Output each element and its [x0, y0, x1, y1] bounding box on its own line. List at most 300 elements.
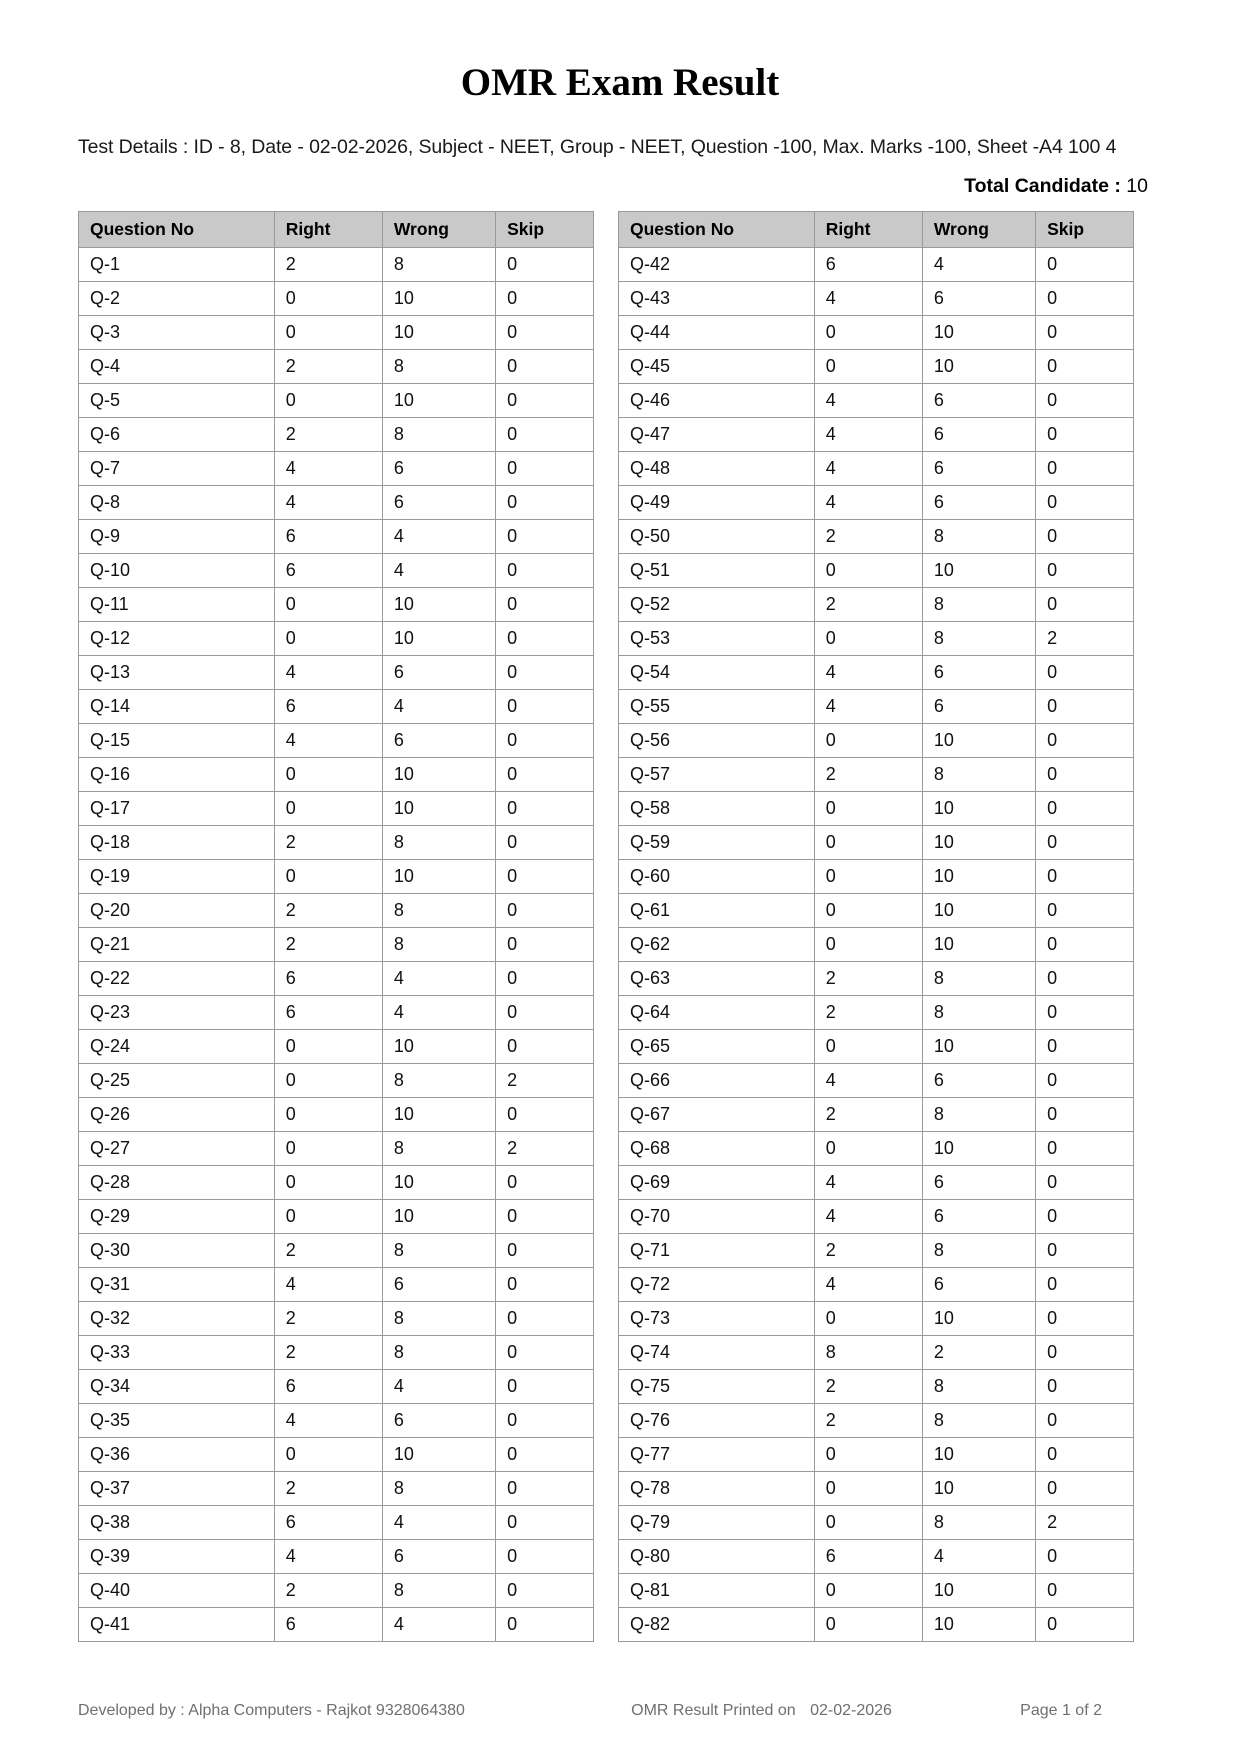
cell-wrong: 10	[922, 927, 1035, 961]
cell-question-no: Q-32	[79, 1301, 275, 1335]
table-row	[79, 893, 594, 927]
cell-wrong: 10	[382, 621, 495, 655]
table-row	[79, 655, 594, 689]
cell-right: 2	[274, 417, 382, 451]
cell-skip: 0	[1036, 1437, 1134, 1471]
table-row	[619, 1573, 1134, 1607]
cell-right: 2	[274, 247, 382, 281]
cell-wrong: 10	[922, 1029, 1035, 1063]
cell-right: 6	[274, 1369, 382, 1403]
cell-wrong: 6	[382, 655, 495, 689]
cell-question-no: Q-70	[619, 1199, 815, 1233]
results-table-left	[78, 211, 594, 1642]
cell-skip: 0	[1036, 1301, 1134, 1335]
cell-question-no: Q-40	[79, 1573, 275, 1607]
cell-skip: 0	[1036, 757, 1134, 791]
cell-skip: 0	[1036, 1233, 1134, 1267]
cell-skip: 0	[1036, 825, 1134, 859]
cell-right: 2	[274, 1233, 382, 1267]
cell-question-no: Q-78	[619, 1471, 815, 1505]
cell-skip: 0	[1036, 451, 1134, 485]
cell-question-no: Q-21	[79, 927, 275, 961]
cell-skip: 0	[1036, 1369, 1134, 1403]
cell-question-no: Q-69	[619, 1165, 815, 1199]
cell-wrong: 6	[382, 451, 495, 485]
cell-skip: 0	[496, 757, 594, 791]
cell-question-no: Q-81	[619, 1573, 815, 1607]
cell-skip: 0	[1036, 1607, 1134, 1641]
cell-right: 6	[274, 961, 382, 995]
cell-skip: 0	[1036, 995, 1134, 1029]
cell-skip: 0	[496, 1471, 594, 1505]
cell-skip: 0	[496, 655, 594, 689]
table-row	[79, 723, 594, 757]
cell-wrong: 8	[382, 349, 495, 383]
cell-question-no: Q-58	[619, 791, 815, 825]
table-row	[619, 1165, 1134, 1199]
cell-question-no: Q-56	[619, 723, 815, 757]
cell-skip: 0	[496, 281, 594, 315]
cell-wrong: 10	[382, 587, 495, 621]
table-row	[79, 281, 594, 315]
cell-question-no: Q-26	[79, 1097, 275, 1131]
table-row	[619, 247, 1134, 281]
table-row	[79, 1369, 594, 1403]
table-row	[79, 417, 594, 451]
cell-right: 0	[274, 315, 382, 349]
table-row	[619, 553, 1134, 587]
cell-question-no: Q-23	[79, 995, 275, 1029]
cell-skip: 0	[1036, 723, 1134, 757]
cell-skip: 0	[1036, 689, 1134, 723]
cell-question-no: Q-64	[619, 995, 815, 1029]
cell-question-no: Q-16	[79, 757, 275, 791]
cell-skip: 0	[1036, 485, 1134, 519]
cell-wrong: 4	[382, 553, 495, 587]
cell-question-no: Q-75	[619, 1369, 815, 1403]
cell-skip: 2	[1036, 1505, 1134, 1539]
cell-skip: 0	[1036, 1029, 1134, 1063]
cell-right: 0	[274, 1165, 382, 1199]
cell-wrong: 8	[382, 247, 495, 281]
cell-right: 4	[274, 655, 382, 689]
cell-right: 2	[274, 1471, 382, 1505]
cell-question-no: Q-1	[79, 247, 275, 281]
cell-right: 8	[814, 1335, 922, 1369]
table-row	[79, 1131, 594, 1165]
table-row	[79, 927, 594, 961]
cell-wrong: 8	[382, 1335, 495, 1369]
cell-right: 0	[814, 825, 922, 859]
cell-right: 4	[814, 281, 922, 315]
cell-wrong: 10	[922, 791, 1035, 825]
cell-wrong: 8	[922, 1369, 1035, 1403]
cell-skip: 0	[1036, 1165, 1134, 1199]
cell-wrong: 8	[382, 1573, 495, 1607]
cell-wrong: 8	[382, 1131, 495, 1165]
cell-question-no: Q-35	[79, 1403, 275, 1437]
cell-skip: 0	[1036, 1335, 1134, 1369]
cell-wrong: 10	[922, 349, 1035, 383]
cell-question-no: Q-43	[619, 281, 815, 315]
cell-question-no: Q-61	[619, 893, 815, 927]
cell-right: 2	[274, 927, 382, 961]
table-row	[79, 961, 594, 995]
table-row	[619, 927, 1134, 961]
table-row	[619, 893, 1134, 927]
cell-wrong: 10	[922, 1301, 1035, 1335]
cell-question-no: Q-52	[619, 587, 815, 621]
cell-skip: 0	[496, 1369, 594, 1403]
cell-skip: 2	[496, 1131, 594, 1165]
cell-right: 0	[814, 1505, 922, 1539]
cell-right: 0	[814, 315, 922, 349]
cell-question-no: Q-31	[79, 1267, 275, 1301]
footer-developed-by: Developed by : Alpha Computers - Rajkot 9328064380	[78, 1702, 465, 1719]
table-row	[79, 1301, 594, 1335]
cell-wrong: 6	[922, 383, 1035, 417]
cell-wrong: 8	[382, 893, 495, 927]
table-row	[79, 519, 594, 553]
cell-wrong: 4	[382, 519, 495, 553]
cell-question-no: Q-76	[619, 1403, 815, 1437]
cell-skip: 0	[496, 485, 594, 519]
cell-wrong: 4	[382, 1505, 495, 1539]
table-row	[619, 1539, 1134, 1573]
cell-right: 2	[274, 1335, 382, 1369]
cell-wrong: 6	[922, 1063, 1035, 1097]
results-table-left-body	[79, 247, 594, 1641]
cell-wrong: 10	[922, 859, 1035, 893]
cell-question-no: Q-7	[79, 451, 275, 485]
table-row	[619, 1097, 1134, 1131]
cell-skip: 0	[1036, 961, 1134, 995]
cell-question-no: Q-36	[79, 1437, 275, 1471]
cell-skip: 0	[496, 1097, 594, 1131]
column-header-question-no: Question No	[79, 211, 275, 247]
table-row	[619, 315, 1134, 349]
table-row	[619, 961, 1134, 995]
cell-skip: 0	[496, 1199, 594, 1233]
cell-right: 0	[274, 791, 382, 825]
table-row	[79, 825, 594, 859]
cell-skip: 0	[496, 519, 594, 553]
cell-right: 0	[814, 1573, 922, 1607]
cell-question-no: Q-44	[619, 315, 815, 349]
cell-question-no: Q-9	[79, 519, 275, 553]
page-footer	[0, 1702, 1240, 1720]
cell-wrong: 10	[382, 281, 495, 315]
table-row	[79, 587, 594, 621]
cell-right: 2	[274, 1301, 382, 1335]
cell-skip: 0	[496, 1403, 594, 1437]
cell-right: 0	[814, 349, 922, 383]
cell-wrong: 8	[922, 519, 1035, 553]
cell-question-no: Q-63	[619, 961, 815, 995]
table-row	[619, 1335, 1134, 1369]
table-row	[619, 1063, 1134, 1097]
results-table-right-body	[619, 247, 1134, 1641]
cell-wrong: 10	[382, 1165, 495, 1199]
cell-skip: 0	[496, 1335, 594, 1369]
test-details-line: Test Details : ID - 8, Date - 02-02-2026, Subject - NEET, Group - NEET, Question -100, Max. Marks -100, Sheet -A4 100 4	[78, 135, 1117, 158]
table-row	[619, 655, 1134, 689]
cell-wrong: 4	[922, 1539, 1035, 1573]
cell-right: 4	[274, 451, 382, 485]
cell-skip: 0	[496, 859, 594, 893]
cell-right: 2	[814, 1097, 922, 1131]
cell-skip: 0	[1036, 927, 1134, 961]
cell-skip: 0	[496, 621, 594, 655]
cell-skip: 0	[1036, 247, 1134, 281]
cell-right: 2	[814, 1403, 922, 1437]
cell-right: 0	[814, 791, 922, 825]
cell-right: 4	[814, 689, 922, 723]
cell-question-no: Q-4	[79, 349, 275, 383]
cell-skip: 0	[1036, 349, 1134, 383]
cell-right: 0	[814, 927, 922, 961]
cell-question-no: Q-25	[79, 1063, 275, 1097]
cell-question-no: Q-24	[79, 1029, 275, 1063]
cell-question-no: Q-19	[79, 859, 275, 893]
cell-question-no: Q-18	[79, 825, 275, 859]
cell-question-no: Q-20	[79, 893, 275, 927]
table-header-row	[79, 211, 594, 247]
table-row	[79, 1233, 594, 1267]
cell-question-no: Q-54	[619, 655, 815, 689]
cell-right: 4	[814, 1199, 922, 1233]
cell-right: 0	[814, 893, 922, 927]
cell-right: 0	[274, 621, 382, 655]
table-row	[79, 1505, 594, 1539]
footer-printed-label: OMR Result Printed on	[631, 1702, 796, 1719]
cell-question-no: Q-47	[619, 417, 815, 451]
table-row	[619, 519, 1134, 553]
cell-right: 4	[814, 1267, 922, 1301]
cell-skip: 0	[496, 723, 594, 757]
cell-question-no: Q-38	[79, 1505, 275, 1539]
cell-wrong: 6	[382, 1403, 495, 1437]
cell-wrong: 10	[922, 1607, 1035, 1641]
cell-skip: 0	[496, 689, 594, 723]
column-header-question-no: Question No	[619, 211, 815, 247]
cell-skip: 0	[496, 247, 594, 281]
cell-skip: 0	[496, 1301, 594, 1335]
cell-question-no: Q-48	[619, 451, 815, 485]
cell-wrong: 4	[382, 961, 495, 995]
cell-skip: 0	[496, 927, 594, 961]
cell-wrong: 10	[922, 723, 1035, 757]
cell-wrong: 10	[922, 315, 1035, 349]
table-row	[79, 1097, 594, 1131]
cell-right: 0	[814, 621, 922, 655]
cell-skip: 0	[1036, 859, 1134, 893]
cell-question-no: Q-80	[619, 1539, 815, 1573]
cell-right: 6	[274, 519, 382, 553]
cell-question-no: Q-67	[619, 1097, 815, 1131]
footer-printed-info	[631, 1702, 892, 1720]
cell-wrong: 8	[922, 621, 1035, 655]
cell-right: 2	[814, 1233, 922, 1267]
cell-right: 2	[814, 961, 922, 995]
cell-skip: 0	[1036, 1131, 1134, 1165]
cell-right: 6	[814, 247, 922, 281]
cell-wrong: 8	[922, 757, 1035, 791]
cell-wrong: 6	[922, 1165, 1035, 1199]
cell-skip: 0	[496, 1573, 594, 1607]
cell-question-no: Q-5	[79, 383, 275, 417]
cell-wrong: 4	[382, 689, 495, 723]
cell-skip: 0	[496, 1233, 594, 1267]
table-row	[619, 417, 1134, 451]
table-row	[619, 485, 1134, 519]
table-row	[79, 1403, 594, 1437]
cell-skip: 0	[1036, 1403, 1134, 1437]
cell-question-no: Q-15	[79, 723, 275, 757]
cell-right: 4	[274, 1539, 382, 1573]
cell-wrong: 10	[382, 1199, 495, 1233]
cell-skip: 0	[496, 383, 594, 417]
cell-wrong: 2	[922, 1335, 1035, 1369]
table-row	[619, 859, 1134, 893]
cell-right: 2	[814, 995, 922, 1029]
table-row	[619, 1437, 1134, 1471]
cell-question-no: Q-28	[79, 1165, 275, 1199]
cell-skip: 0	[496, 417, 594, 451]
cell-question-no: Q-74	[619, 1335, 815, 1369]
column-header-right: Right	[814, 211, 922, 247]
cell-skip: 0	[1036, 1097, 1134, 1131]
cell-skip: 0	[1036, 1267, 1134, 1301]
table-row	[619, 1029, 1134, 1063]
cell-right: 4	[814, 485, 922, 519]
total-candidate-label: Total Candidate :	[964, 175, 1121, 198]
cell-question-no: Q-59	[619, 825, 815, 859]
table-row	[79, 1063, 594, 1097]
table-row	[79, 859, 594, 893]
cell-wrong: 6	[382, 723, 495, 757]
table-row	[619, 1471, 1134, 1505]
table-row	[79, 1335, 594, 1369]
cell-question-no: Q-57	[619, 757, 815, 791]
cell-right: 4	[274, 485, 382, 519]
cell-right: 6	[274, 553, 382, 587]
cell-wrong: 6	[382, 1539, 495, 1573]
table-row	[79, 1539, 594, 1573]
cell-right: 4	[274, 1267, 382, 1301]
cell-wrong: 10	[922, 893, 1035, 927]
results-table-right	[618, 211, 1134, 1642]
cell-wrong: 8	[382, 1063, 495, 1097]
page-title: OMR Exam Result	[460, 61, 780, 104]
table-row	[619, 1301, 1134, 1335]
cell-right: 2	[274, 893, 382, 927]
cell-question-no: Q-60	[619, 859, 815, 893]
cell-skip: 2	[1036, 621, 1134, 655]
cell-wrong: 8	[922, 587, 1035, 621]
cell-wrong: 10	[382, 859, 495, 893]
cell-wrong: 8	[922, 1097, 1035, 1131]
table-row	[619, 621, 1134, 655]
cell-skip: 0	[496, 893, 594, 927]
table-row	[79, 757, 594, 791]
cell-wrong: 6	[922, 1267, 1035, 1301]
cell-right: 0	[814, 553, 922, 587]
cell-question-no: Q-62	[619, 927, 815, 961]
table-row	[619, 383, 1134, 417]
table-header-row	[619, 211, 1134, 247]
cell-wrong: 10	[382, 1029, 495, 1063]
cell-question-no: Q-17	[79, 791, 275, 825]
cell-question-no: Q-53	[619, 621, 815, 655]
cell-question-no: Q-50	[619, 519, 815, 553]
cell-skip: 0	[496, 451, 594, 485]
cell-question-no: Q-46	[619, 383, 815, 417]
cell-right: 0	[274, 1131, 382, 1165]
cell-question-no: Q-72	[619, 1267, 815, 1301]
cell-right: 2	[274, 1573, 382, 1607]
cell-wrong: 6	[382, 1267, 495, 1301]
cell-wrong: 10	[922, 1471, 1035, 1505]
cell-right: 0	[274, 757, 382, 791]
cell-wrong: 8	[382, 1471, 495, 1505]
cell-wrong: 10	[922, 1131, 1035, 1165]
cell-right: 4	[814, 1165, 922, 1199]
cell-wrong: 6	[922, 451, 1035, 485]
table-row	[619, 1607, 1134, 1641]
column-header-skip: Skip	[1036, 211, 1134, 247]
cell-wrong: 10	[922, 825, 1035, 859]
table-row	[619, 757, 1134, 791]
table-row	[79, 247, 594, 281]
table-row	[619, 1505, 1134, 1539]
table-row	[79, 451, 594, 485]
table-row	[79, 1199, 594, 1233]
cell-right: 0	[274, 1029, 382, 1063]
cell-skip: 0	[1036, 1539, 1134, 1573]
table-row	[619, 1199, 1134, 1233]
cell-question-no: Q-51	[619, 553, 815, 587]
cell-question-no: Q-29	[79, 1199, 275, 1233]
cell-right: 6	[274, 1607, 382, 1641]
cell-question-no: Q-82	[619, 1607, 815, 1641]
cell-question-no: Q-42	[619, 247, 815, 281]
cell-wrong: 8	[922, 1505, 1035, 1539]
cell-wrong: 8	[922, 1403, 1035, 1437]
cell-question-no: Q-13	[79, 655, 275, 689]
column-header-wrong: Wrong	[382, 211, 495, 247]
cell-wrong: 8	[382, 1301, 495, 1335]
cell-right: 0	[814, 1471, 922, 1505]
column-header-skip: Skip	[496, 211, 594, 247]
cell-skip: 0	[496, 1437, 594, 1471]
cell-right: 6	[274, 995, 382, 1029]
cell-question-no: Q-49	[619, 485, 815, 519]
cell-skip: 0	[496, 1505, 594, 1539]
cell-wrong: 8	[922, 961, 1035, 995]
cell-wrong: 8	[382, 417, 495, 451]
cell-question-no: Q-34	[79, 1369, 275, 1403]
cell-question-no: Q-2	[79, 281, 275, 315]
table-row	[619, 349, 1134, 383]
cell-right: 0	[274, 1097, 382, 1131]
cell-wrong: 4	[922, 247, 1035, 281]
table-row	[619, 791, 1134, 825]
cell-wrong: 6	[922, 417, 1035, 451]
cell-skip: 0	[496, 1267, 594, 1301]
table-row	[79, 485, 594, 519]
cell-right: 0	[814, 1131, 922, 1165]
